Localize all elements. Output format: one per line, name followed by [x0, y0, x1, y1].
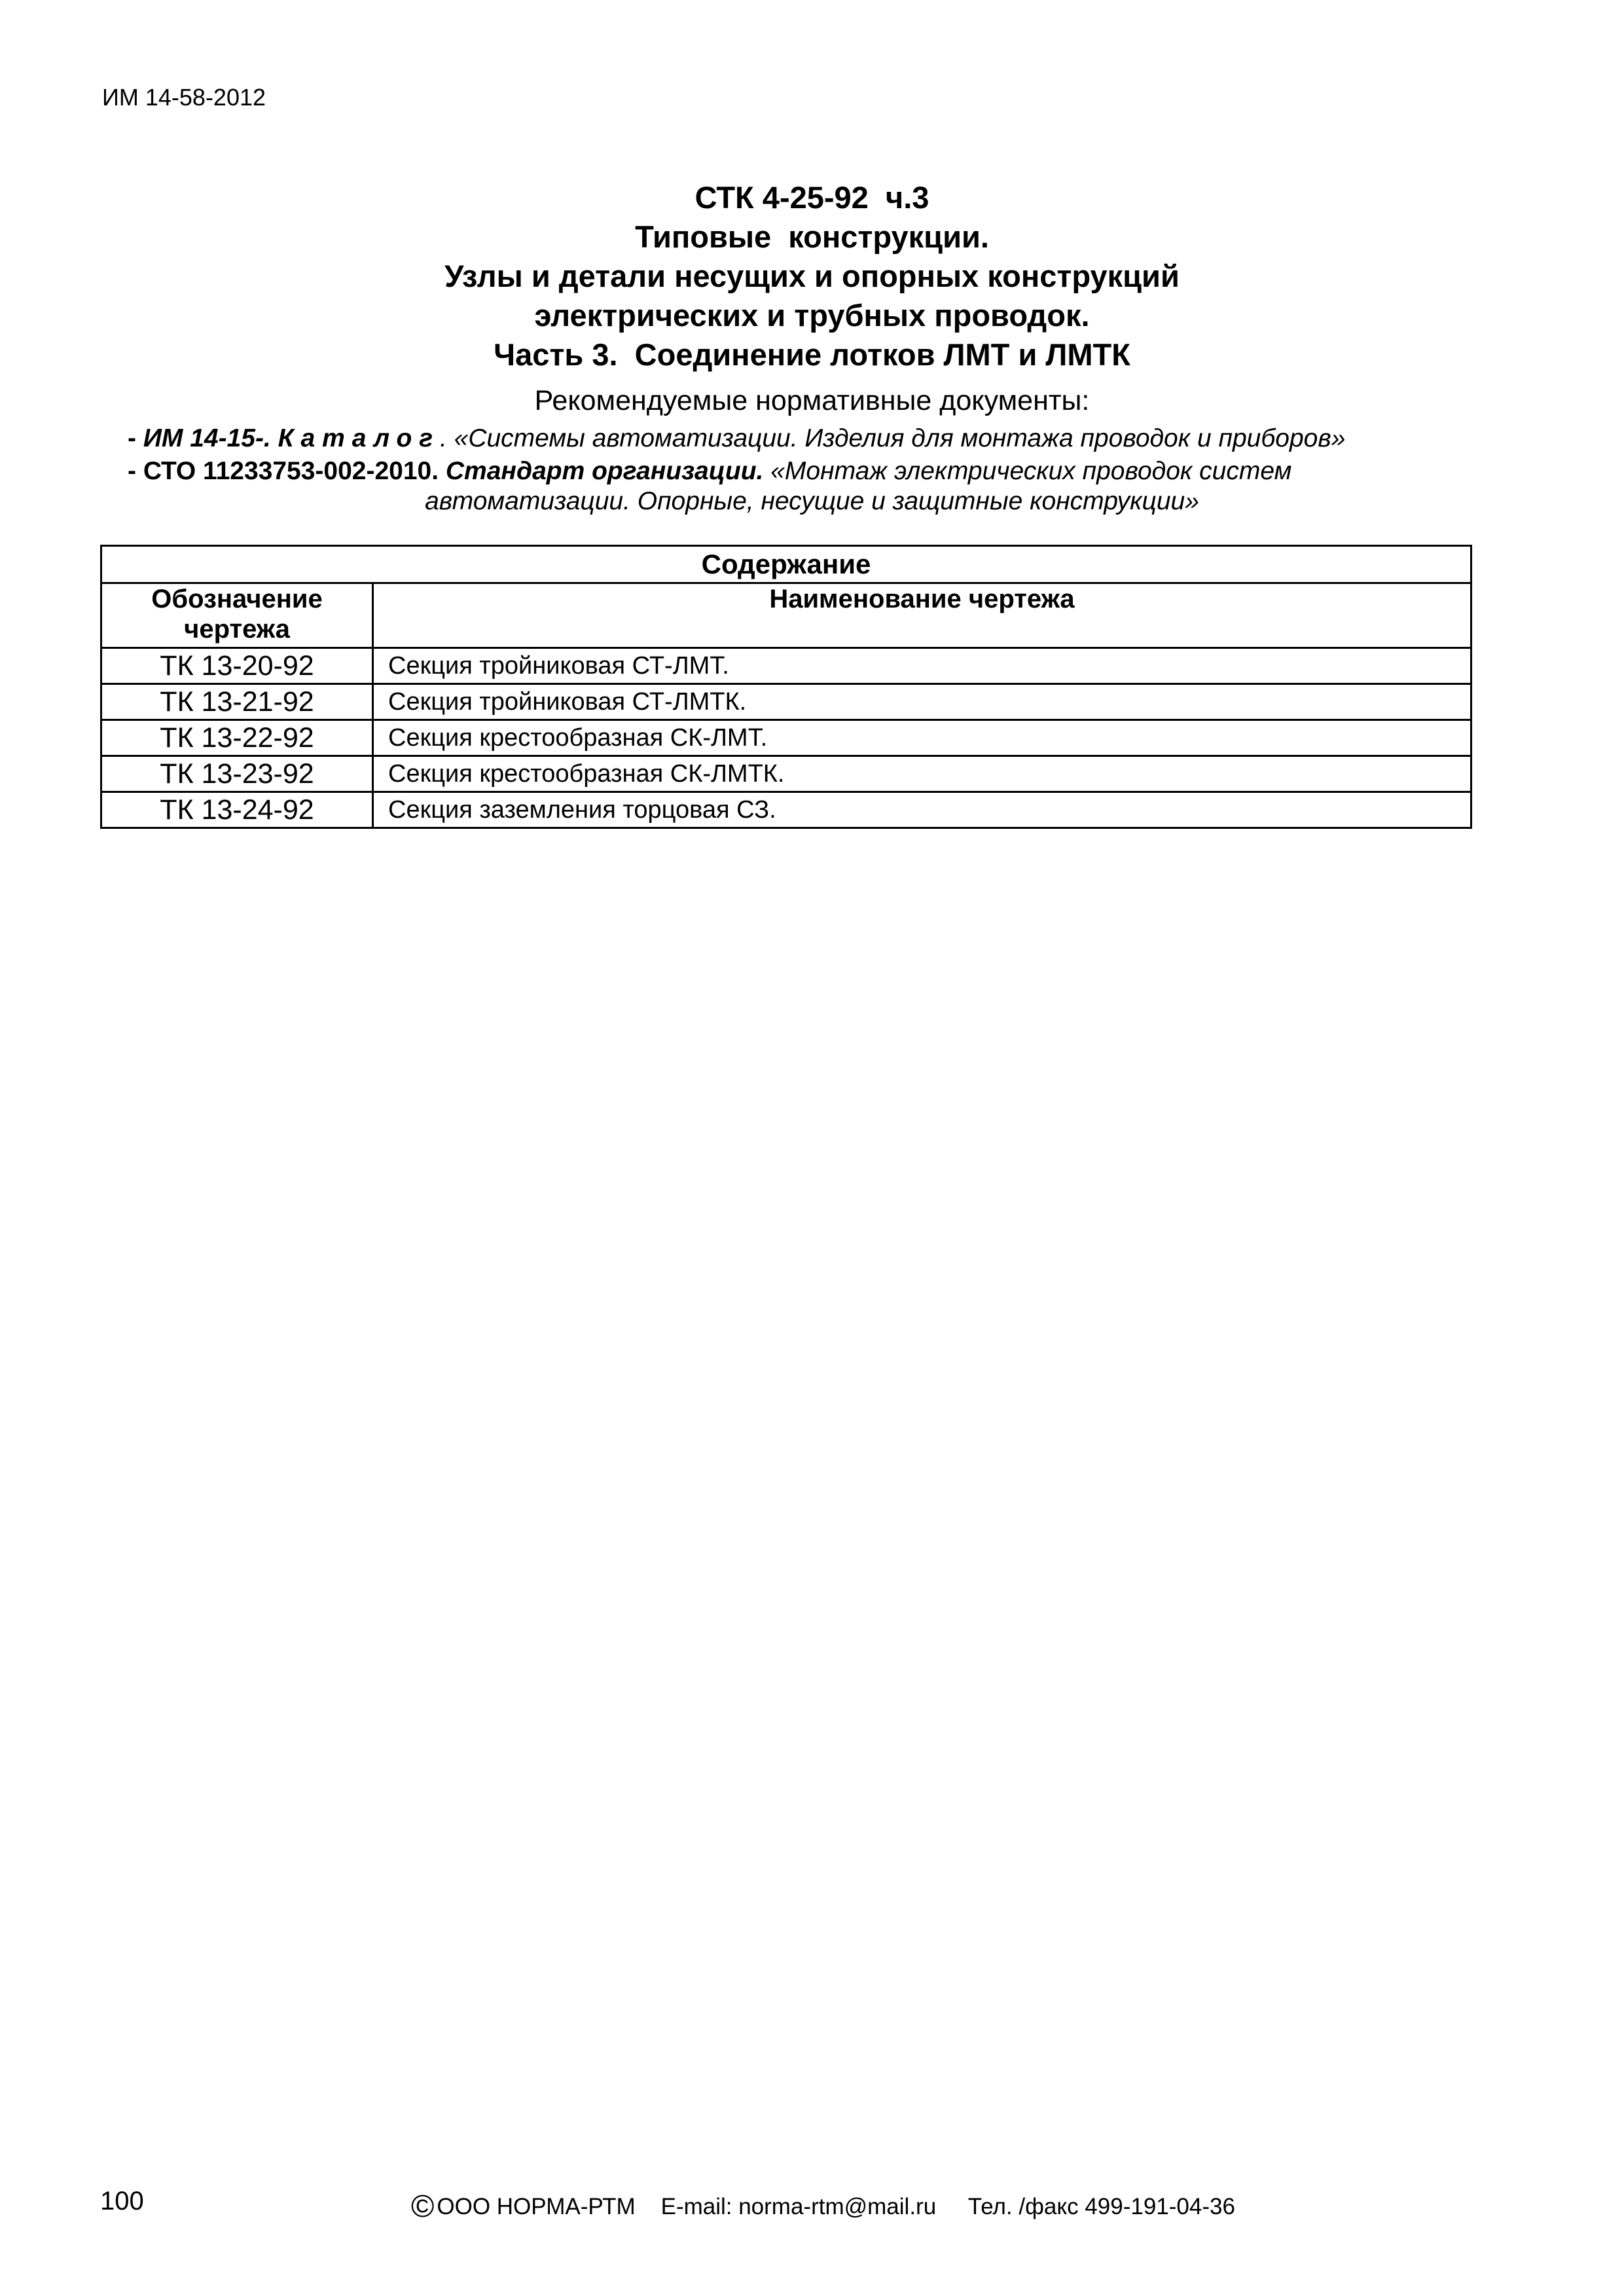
- title-line-1: СТК 4-25-92 ч.3: [695, 180, 929, 215]
- table-row: [101, 720, 1471, 756]
- ref2-prefix: - СТО 11233753-002-2010.: [128, 457, 446, 485]
- column-header-code: Обозначение чертежа: [101, 583, 373, 648]
- table-row: [101, 684, 1471, 720]
- contents-table: [100, 545, 1472, 829]
- document-title: [0, 178, 1624, 374]
- ref2-text-line1: «Монтаж электрических проводок систем: [763, 457, 1292, 485]
- title-line-5: Часть 3. Соединение лотков ЛМТ и ЛМТК: [494, 337, 1130, 372]
- document-code: ИМ 14-58-2012: [102, 84, 266, 111]
- table-row: [101, 792, 1471, 828]
- page-number: 100: [100, 2187, 144, 2215]
- drawing-name: Секция крестообразная СК-ЛМТК.: [373, 756, 1471, 792]
- ref2-text-line2: автоматизации. Опорные, несущие и защитные конструкции»: [425, 487, 1199, 515]
- ref1-code: ИМ 14-15-.: [143, 424, 271, 452]
- reference-2: [128, 457, 1291, 486]
- copyright-icon: ©: [411, 2189, 435, 2224]
- reference-1: [128, 424, 1345, 453]
- drawing-name: Секция тройниковая СТ-ЛМТК.: [373, 684, 1471, 720]
- drawing-name: Секция тройниковая СТ-ЛМТ.: [373, 648, 1471, 684]
- ref1-type: Каталог: [278, 424, 440, 452]
- footer-phone: Тел. /факс 499-191-04-36: [967, 2194, 1235, 2219]
- contents-caption: Содержание: [101, 546, 1471, 583]
- drawing-code: ТК 13-20-92: [101, 648, 373, 684]
- contents-caption-row: [101, 546, 1471, 583]
- drawing-name: Секция крестообразная СК-ЛМТ.: [373, 720, 1471, 756]
- recommended-docs-heading: Рекомендуемые нормативные документы:: [534, 385, 1090, 416]
- drawing-code: ТК 13-21-92: [101, 684, 373, 720]
- column-header-name: Наименование чертежа: [373, 583, 1471, 648]
- table-row: [101, 756, 1471, 792]
- footer-email: E-mail: norma-rtm@mail.ru: [660, 2194, 937, 2219]
- footer: [411, 2189, 1235, 2225]
- table-row: [101, 648, 1471, 684]
- drawing-code: ТК 13-24-92: [101, 792, 373, 828]
- drawing-name: Секция заземления торцовая СЗ.: [373, 792, 1471, 828]
- ref2-type: Стандарт организации.: [445, 457, 764, 485]
- ref1-text: . «Системы автоматизации. Изделия для монтажа проводок и приборов»: [439, 424, 1346, 452]
- title-line-4: электрических и трубных проводок.: [534, 298, 1090, 333]
- ref1-prefix: -: [128, 424, 143, 452]
- title-line-3: Узлы и детали несущих и опорных конструкций: [444, 259, 1180, 293]
- drawing-code: ТК 13-22-92: [101, 720, 373, 756]
- contents-header-row: [101, 583, 1471, 648]
- title-line-2: Типовые конструкции.: [635, 219, 989, 254]
- drawing-code: ТК 13-23-92: [101, 756, 373, 792]
- footer-company: ООО НОРМА-РТМ: [437, 2194, 636, 2219]
